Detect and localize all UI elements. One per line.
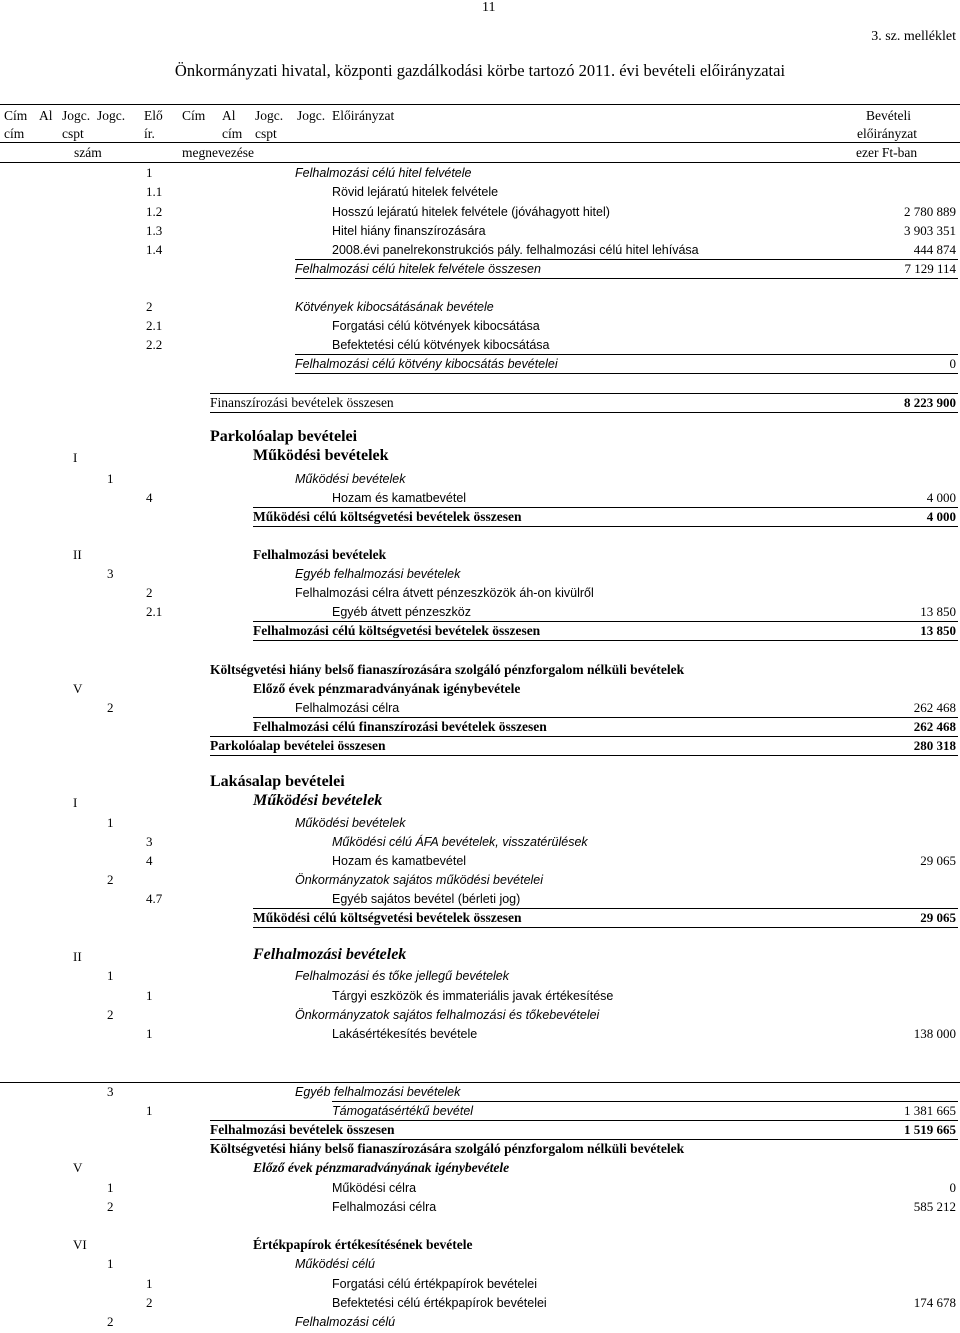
row-label: Működési bevételek <box>295 472 406 486</box>
row-amount: 0 <box>949 356 956 371</box>
sum-top-rule <box>253 621 958 622</box>
sum-top-rule <box>210 736 958 737</box>
row-label: Működési célú költségvetési bevételek összesen <box>253 910 522 925</box>
sum-top-rule <box>332 1101 958 1102</box>
sum-top-rule <box>295 259 958 260</box>
row-amount: 0 <box>949 1180 956 1195</box>
row-code: 2.2 <box>146 337 163 352</box>
row-amount: 262 468 <box>913 700 956 715</box>
row-amount: 138 000 <box>913 1026 956 1041</box>
row-label: Parkolóalap bevételei <box>210 428 358 445</box>
row-label: Lakásalap bevételei <box>210 773 345 790</box>
row-amount: 13 850 <box>920 623 956 638</box>
header-col-jogc: Jogc. <box>62 108 91 123</box>
total-rule <box>253 927 958 928</box>
row-label: Működési bevételek <box>253 792 383 809</box>
row-label: Egyéb felhalmozási bevételek <box>295 1085 461 1099</box>
header-szam: szám <box>74 145 102 160</box>
row-amount: 4 000 <box>926 490 956 505</box>
header-col-elo: Elő <box>144 108 163 123</box>
row-label: 2008.évi panelrekonstrukciós pály. felhalmozási célú hitel lehívása <box>332 243 699 257</box>
row-code: 3 <box>107 1084 114 1099</box>
row-code: 2 <box>146 299 153 314</box>
row-code: 1 <box>107 1256 114 1271</box>
header-col-cim2: Cím <box>182 108 206 123</box>
row-label: Parkolóalap bevételei összesen <box>210 738 386 753</box>
row-label: Működési bevételek <box>295 816 406 830</box>
row-code: 2.1 <box>146 604 163 619</box>
header2-cspt2: cspt <box>255 126 277 141</box>
row-amount: 4 000 <box>926 509 956 524</box>
row-amount: 585 212 <box>913 1199 956 1214</box>
row-label: Felhalmozási célú hitel felvétele <box>295 166 472 180</box>
row-code: 1 <box>146 1103 153 1118</box>
row-label: Költségvetési hiány belső fianaszírozására szolgáló pénzforgalom nélküli bevételek <box>210 1141 685 1156</box>
header-col-jogc3: Jogc. <box>255 108 284 123</box>
header2-cim2: cím <box>222 126 243 141</box>
row-code: 1 <box>146 165 153 180</box>
row-code: 2 <box>107 872 114 887</box>
row-code: 2.1 <box>146 318 163 333</box>
row-code: V <box>73 681 83 696</box>
row-amount: 1 381 665 <box>904 1103 956 1118</box>
sum-top-rule <box>295 354 958 355</box>
row-label: Működési bevételek <box>253 447 389 464</box>
row-code: 3 <box>146 834 153 849</box>
row-label: Forgatási célú értékpapírok bevételei <box>332 1277 537 1291</box>
row-code: I <box>73 450 78 465</box>
header2-eloiranyzat: előirányzat <box>857 126 917 141</box>
row-code: 1 <box>107 1180 114 1195</box>
row-code: I <box>73 795 78 810</box>
page-break-rule <box>0 1082 960 1083</box>
row-code: 1 <box>107 471 114 486</box>
header-top-rule <box>0 104 960 105</box>
header-col-al2: Al <box>222 108 236 123</box>
row-amount: 7 129 114 <box>904 261 956 276</box>
row-code: 4 <box>146 853 153 868</box>
row-label: Forgatási célú kötvények kibocsátása <box>332 319 540 333</box>
header-megnevezese: megnevezése <box>182 145 254 160</box>
header-col-al: Al <box>39 108 53 123</box>
row-label: Felhalmozási bevételek <box>253 547 387 562</box>
row-label: Felhalmozási célú hitelek felvétele összesen <box>295 262 541 276</box>
row-label: Finanszírozási bevételek összesen <box>210 395 394 410</box>
row-code: V <box>73 1160 83 1175</box>
row-label: Egyéb felhalmozási bevételek <box>295 567 461 581</box>
page-number: 11 <box>482 0 496 15</box>
row-label: Felhalmozási célú kötvény kibocsátás bevételei <box>295 357 558 371</box>
row-label: Kötvények kibocsátásának bevétele <box>295 300 494 314</box>
row-label: Rövid lejáratú hitelek felvétele <box>332 185 499 199</box>
row-label: Felhalmozási célú <box>295 1315 396 1329</box>
total-rule <box>295 278 958 279</box>
row-label: Egyéb sajátos bevétel (bérleti jog) <box>332 892 521 906</box>
row-label: Lakásértékesítés bevétele <box>332 1027 478 1041</box>
row-code: II <box>73 547 82 562</box>
header-bottom-rule <box>0 162 960 163</box>
row-code: 4 <box>146 490 153 505</box>
row-amount: 262 468 <box>913 719 956 734</box>
row-label: Felhalmozási bevételek összesen <box>210 1122 395 1137</box>
row-amount: 2 780 889 <box>904 204 956 219</box>
sum-top-rule <box>253 717 958 718</box>
row-code: 2 <box>146 1295 153 1310</box>
row-code: 1 <box>146 1276 153 1291</box>
row-code: 1.4 <box>146 242 163 257</box>
header-mid-rule <box>0 142 960 143</box>
header-col-beveteli: Bevételi <box>866 108 911 123</box>
header-col-jogc2: Jogc. <box>97 108 126 123</box>
sum-top-rule <box>253 507 958 508</box>
row-label: Befektetési célú kötvények kibocsátása <box>332 338 550 352</box>
row-code: 4.7 <box>146 891 163 906</box>
row-label: Hosszú lejáratú hitelek felvétele (jóváhagyott hitel) <box>332 205 610 219</box>
row-amount: 280 318 <box>913 738 956 753</box>
row-code: 2 <box>146 585 153 600</box>
row-code: 1 <box>107 968 114 983</box>
row-label: Befektetési célú értékpapírok bevételei <box>332 1296 547 1310</box>
row-amount: 8 223 900 <box>904 395 956 410</box>
row-amount: 3 903 351 <box>904 223 956 238</box>
row-code: 2 <box>107 1007 114 1022</box>
row-code: 2 <box>107 1314 114 1329</box>
header2-cspt: cspt <box>62 126 84 141</box>
total-rule <box>210 1139 958 1140</box>
row-label: Felhalmozási célra <box>295 701 400 715</box>
row-label: Önkormányzatok sajátos felhalmozási és tőkebevételei <box>295 1008 600 1022</box>
total-rule <box>210 412 958 413</box>
row-code: 2 <box>107 1199 114 1214</box>
total-rule <box>253 640 958 641</box>
row-amount: 13 850 <box>920 604 956 619</box>
row-label: Hozam és kamatbevétel <box>332 854 467 868</box>
row-label: Működési célú <box>295 1257 375 1271</box>
row-code: 2 <box>107 700 114 715</box>
row-code: 1.3 <box>146 223 163 238</box>
row-label: Költségvetési hiány belső fianaszírozására szolgáló pénzforgalom nélküli bevételek <box>210 662 685 677</box>
total-rule <box>295 373 958 374</box>
row-amount: 444 874 <box>913 242 956 257</box>
row-label: Önkormányzatok sajátos működési bevételei <box>295 873 544 887</box>
row-amount: 29 065 <box>920 853 956 868</box>
row-label: Támogatásértékű bevétel <box>332 1104 474 1118</box>
row-label: Hozam és kamatbevétel <box>332 491 467 505</box>
row-code: 1 <box>107 815 114 830</box>
header2-ir: ír. <box>144 126 155 141</box>
row-label: Felhalmozási célú költségvetési bevételek összesen <box>253 623 541 638</box>
row-label: Működési célra <box>332 1181 417 1195</box>
header-unit: ezer Ft-ban <box>856 145 918 160</box>
row-label: Működési célú költségvetési bevételek összesen <box>253 509 522 524</box>
row-label: Felhalmozási célú finanszírozási bevételek összesen <box>253 719 547 734</box>
total-rule <box>210 755 958 756</box>
row-label: Tárgyi eszközök és immateriális javak értékesítése <box>332 989 614 1003</box>
page-title: Önkormányzati hivatal, központi gazdálkodási körbe tartozó 2011. évi bevételi előirányzatai <box>174 61 786 80</box>
sum-top-rule <box>210 1120 958 1121</box>
row-code: 1 <box>146 988 153 1003</box>
row-label: Felhalmozási célra átvett pénzeszközök áh-on kivülről <box>295 586 594 600</box>
row-code: 3 <box>107 566 114 581</box>
row-label: Értékpapírok értékesítésének bevétele <box>253 1237 473 1252</box>
header-col-jogc4: Jogc. <box>297 108 326 123</box>
row-code: 1 <box>146 1026 153 1041</box>
header2-cim: cím <box>4 126 25 141</box>
row-label: Előző évek pénzmaradványának igénybevétele <box>253 1160 510 1175</box>
header-col-cim: Cím <box>4 108 28 123</box>
total-rule <box>253 526 958 527</box>
row-label: Hitel hiány finanszírozására <box>332 224 486 238</box>
row-label: Egyéb átvett pénzeszköz <box>332 605 471 619</box>
sum-top-rule <box>210 393 958 394</box>
row-label: Előző évek pénzmaradványának igénybevétele <box>253 681 521 696</box>
row-label: Működési célú ÁFA bevételek, visszatérülések <box>332 835 588 849</box>
row-label: Felhalmozási és tőke jellegű bevételek <box>295 969 510 983</box>
header-col-eloiranyzat: Előirányzat <box>332 108 395 123</box>
annex-label: 3. sz. melléklet <box>871 29 956 44</box>
row-code: VI <box>73 1237 87 1252</box>
row-label: Felhalmozási bevételek <box>253 946 407 963</box>
row-code: 1.1 <box>146 184 163 199</box>
row-code: II <box>73 949 82 964</box>
row-amount: 1 519 665 <box>904 1122 956 1137</box>
row-amount: 29 065 <box>920 910 956 925</box>
row-code: 1.2 <box>146 204 163 219</box>
row-amount: 174 678 <box>913 1295 956 1310</box>
sum-top-rule <box>253 908 958 909</box>
row-label: Felhalmozási célra <box>332 1200 437 1214</box>
